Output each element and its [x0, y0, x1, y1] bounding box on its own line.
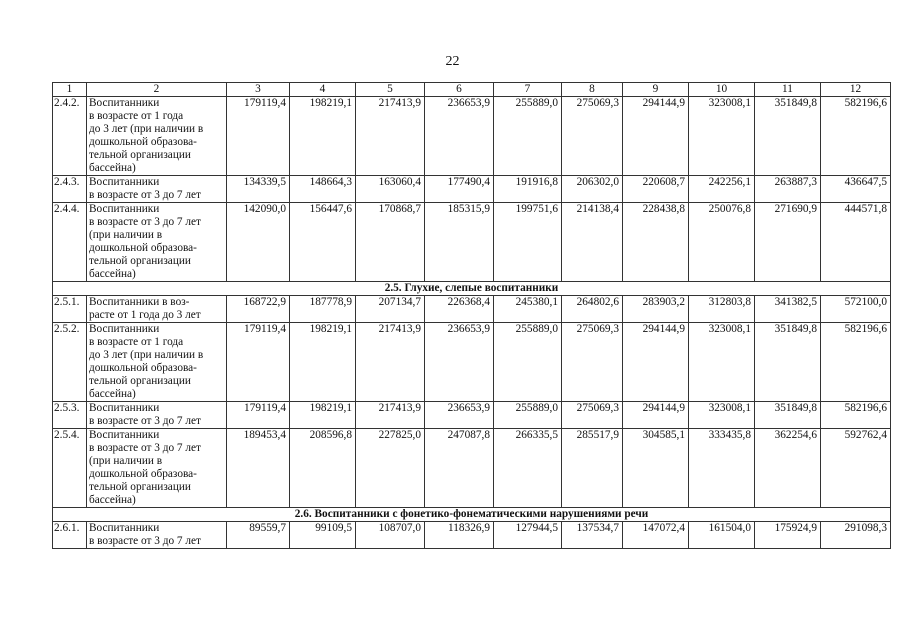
- value-cell: 294144,9: [623, 402, 689, 429]
- section-heading-row: [53, 508, 891, 522]
- value-cell: 266335,5: [494, 429, 562, 508]
- value-cell: 294144,9: [623, 97, 689, 176]
- value-cell: 294144,9: [623, 323, 689, 402]
- value-cell: 351849,8: [755, 402, 821, 429]
- value-cell: 108707,0: [356, 522, 425, 549]
- value-cell: 179119,4: [227, 323, 290, 402]
- table-row: [53, 296, 891, 323]
- data-table: [52, 82, 891, 549]
- value-cell: 236653,9: [425, 323, 494, 402]
- row-code: 2.4.4.: [53, 203, 87, 282]
- value-cell: 161504,0: [689, 522, 755, 549]
- value-cell: 147072,4: [623, 522, 689, 549]
- value-cell: 264802,6: [562, 296, 623, 323]
- row-description: Воспитанники в возрасте от 3 до 7 лет: [87, 522, 227, 549]
- value-cell: 207134,7: [356, 296, 425, 323]
- row-code: 2.4.2.: [53, 97, 87, 176]
- value-cell: 220608,7: [623, 176, 689, 203]
- value-cell: 214138,4: [562, 203, 623, 282]
- value-cell: 255889,0: [494, 97, 562, 176]
- table-row: [53, 429, 891, 508]
- value-cell: 191916,8: [494, 176, 562, 203]
- row-code: 2.4.3.: [53, 176, 87, 203]
- value-cell: 250076,8: [689, 203, 755, 282]
- value-cell: 333435,8: [689, 429, 755, 508]
- page-number: 22: [445, 54, 460, 69]
- value-cell: 217413,9: [356, 97, 425, 176]
- value-cell: 206302,0: [562, 176, 623, 203]
- value-cell: 351849,8: [755, 97, 821, 176]
- value-cell: 189453,4: [227, 429, 290, 508]
- value-cell: 217413,9: [356, 402, 425, 429]
- column-header: 5: [356, 83, 425, 97]
- value-cell: 198219,1: [290, 402, 356, 429]
- value-cell: 572100,0: [821, 296, 891, 323]
- value-cell: 351849,8: [755, 323, 821, 402]
- value-cell: 582196,6: [821, 323, 891, 402]
- table-row: [53, 176, 891, 203]
- value-cell: 170868,7: [356, 203, 425, 282]
- value-cell: 283903,2: [623, 296, 689, 323]
- value-cell: 148664,3: [290, 176, 356, 203]
- column-header: 6: [425, 83, 494, 97]
- value-cell: 118326,9: [425, 522, 494, 549]
- column-header: 3: [227, 83, 290, 97]
- value-cell: 275069,3: [562, 402, 623, 429]
- value-cell: 592762,4: [821, 429, 891, 508]
- value-cell: 185315,9: [425, 203, 494, 282]
- value-cell: 436647,5: [821, 176, 891, 203]
- value-cell: 323008,1: [689, 323, 755, 402]
- section-heading-row: [53, 282, 891, 296]
- value-cell: 341382,5: [755, 296, 821, 323]
- row-description: Воспитанники в возрасте от 1 года до 3 лет (при наличии в дошкольной образова- тельной организации бассейна): [87, 323, 227, 402]
- value-cell: 226368,4: [425, 296, 494, 323]
- value-cell: 236653,9: [425, 402, 494, 429]
- value-cell: 247087,8: [425, 429, 494, 508]
- column-header: 7: [494, 83, 562, 97]
- section-title: 2.6. Воспитанники с фонетико-фонематическими нарушениями речи: [53, 508, 891, 522]
- value-cell: 444571,8: [821, 203, 891, 282]
- column-header: 2: [87, 83, 227, 97]
- value-cell: 228438,8: [623, 203, 689, 282]
- value-cell: 134339,5: [227, 176, 290, 203]
- value-cell: 187778,9: [290, 296, 356, 323]
- value-cell: 137534,7: [562, 522, 623, 549]
- row-code: 2.5.2.: [53, 323, 87, 402]
- value-cell: 323008,1: [689, 97, 755, 176]
- value-cell: 304585,1: [623, 429, 689, 508]
- value-cell: 275069,3: [562, 323, 623, 402]
- column-header: 11: [755, 83, 821, 97]
- row-description: Воспитанники в воз- расте от 1 года до 3 лет: [87, 296, 227, 323]
- value-cell: 255889,0: [494, 323, 562, 402]
- column-header: 12: [821, 83, 891, 97]
- table-row: [53, 323, 891, 402]
- value-cell: 227825,0: [356, 429, 425, 508]
- value-cell: 198219,1: [290, 323, 356, 402]
- value-cell: 271690,9: [755, 203, 821, 282]
- value-cell: 323008,1: [689, 402, 755, 429]
- row-code: 2.6.1.: [53, 522, 87, 549]
- value-cell: 245380,1: [494, 296, 562, 323]
- value-cell: 175924,9: [755, 522, 821, 549]
- value-cell: 177490,4: [425, 176, 494, 203]
- value-cell: 285517,9: [562, 429, 623, 508]
- value-cell: 263887,3: [755, 176, 821, 203]
- value-cell: 255889,0: [494, 402, 562, 429]
- value-cell: 89559,7: [227, 522, 290, 549]
- column-header: 9: [623, 83, 689, 97]
- value-cell: 142090,0: [227, 203, 290, 282]
- value-cell: 179119,4: [227, 402, 290, 429]
- column-header: 10: [689, 83, 755, 97]
- value-cell: 362254,6: [755, 429, 821, 508]
- table-row: [53, 522, 891, 549]
- value-cell: 179119,4: [227, 97, 290, 176]
- value-cell: 99109,5: [290, 522, 356, 549]
- row-description: Воспитанники в возрасте от 3 до 7 лет (при наличии в дошкольной образова- тельной организации бассейна): [87, 429, 227, 508]
- column-header: 8: [562, 83, 623, 97]
- row-description: Воспитанники в возрасте от 3 до 7 лет: [87, 402, 227, 429]
- row-description: Воспитанники в возрасте от 3 до 7 лет (при наличии в дошкольной образова- тельной организации бассейна): [87, 203, 227, 282]
- table-row: [53, 402, 891, 429]
- value-cell: 275069,3: [562, 97, 623, 176]
- value-cell: 163060,4: [356, 176, 425, 203]
- value-cell: 198219,1: [290, 97, 356, 176]
- value-cell: 199751,6: [494, 203, 562, 282]
- value-cell: 217413,9: [356, 323, 425, 402]
- value-cell: 156447,6: [290, 203, 356, 282]
- value-cell: 208596,8: [290, 429, 356, 508]
- value-cell: 236653,9: [425, 97, 494, 176]
- section-title: 2.5. Глухие, слепые воспитанники: [53, 282, 891, 296]
- header-row: [53, 83, 891, 97]
- row-code: 2.5.4.: [53, 429, 87, 508]
- value-cell: 582196,6: [821, 97, 891, 176]
- table-row: [53, 203, 891, 282]
- row-description: Воспитанники в возрасте от 1 года до 3 лет (при наличии в дошкольной образова- тельной организации бассейна): [87, 97, 227, 176]
- value-cell: 312803,8: [689, 296, 755, 323]
- table-row: [53, 97, 891, 176]
- value-cell: 242256,1: [689, 176, 755, 203]
- row-code: 2.5.1.: [53, 296, 87, 323]
- row-code: 2.5.3.: [53, 402, 87, 429]
- column-header: 4: [290, 83, 356, 97]
- row-description: Воспитанники в возрасте от 3 до 7 лет: [87, 176, 227, 203]
- value-cell: 168722,9: [227, 296, 290, 323]
- column-header: 1: [53, 83, 87, 97]
- value-cell: 582196,6: [821, 402, 891, 429]
- value-cell: 291098,3: [821, 522, 891, 549]
- value-cell: 127944,5: [494, 522, 562, 549]
